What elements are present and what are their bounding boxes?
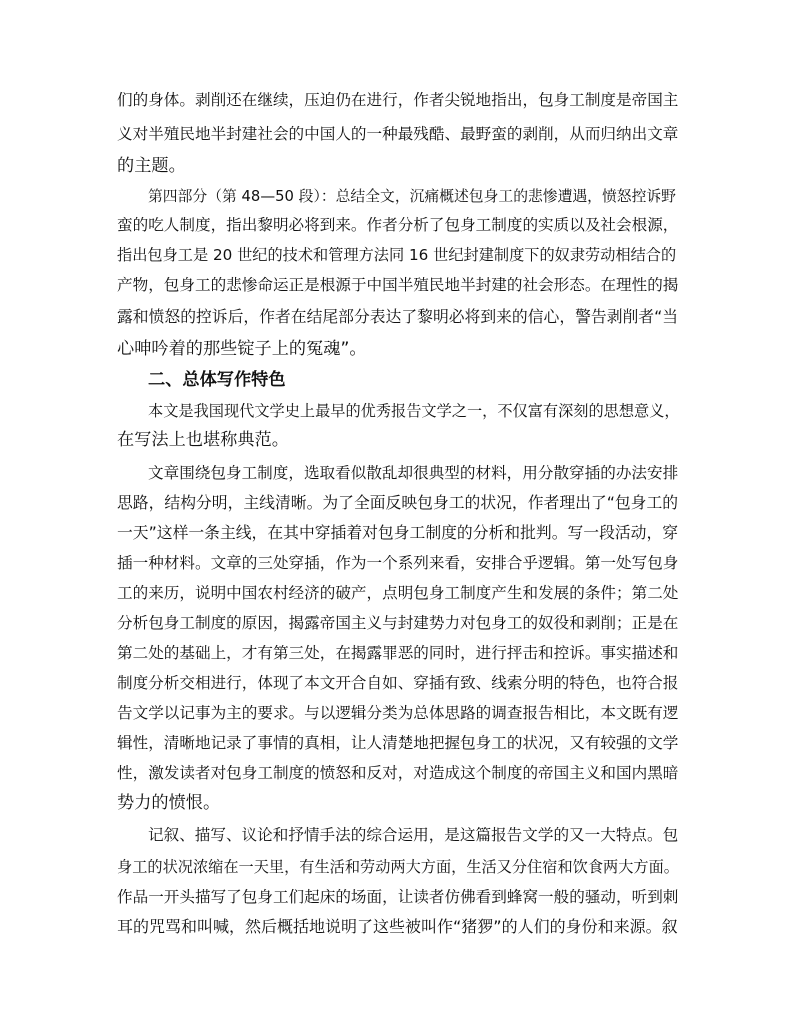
text-line: 第四部分（第 48—50 段）：总结全文，沉痛概述包身工的悲惨遭遇，愤怒控诉野	[148, 188, 676, 205]
text-line: 制度分析交相进行，体现了本文开合自如、穿插有致、线索分明的特色，也符合报	[117, 674, 679, 692]
section-heading: 二、总体写作特色	[148, 370, 286, 390]
text-line: 心呻吟着的那些锭子上的冤魂”。	[117, 339, 367, 359]
text-line: 产物，包身工的悲惨命运正是根源于中国半殖民地半封建的社会形态。在理性的揭	[117, 276, 679, 294]
text-line: 工的来历，说明中国农村经济的破产，点明包身工制度产生和发展的条件；第二处	[117, 584, 679, 602]
text-line: 一天”这样一条主线，在其中穿插着对包身工制度的分析和批判。写一段活动，穿	[117, 523, 679, 542]
text-line: 告文学以记事为主的要求。与以逻辑分类为总体思路的调查报告相比，本文既有逻	[117, 704, 679, 722]
text-line: 辑性，清晰地记录了事情的真相，让人清楚地把握包身工的状况，又有较强的文学	[117, 734, 679, 752]
text-line: 指出包身工是 20 世纪的技术和管理方法同 16 世纪封建制度下的奴隶劳动相结合的	[117, 246, 677, 264]
text-line: 露和愤怒的控诉后，作者在结尾部分表达了黎明必将到来的信心，警告剥削者“当	[117, 307, 679, 326]
text-line: 们的身体。剥削还在继续，压迫仍在进行，作者尖锐地指出，包身工制度是帝国主	[117, 91, 679, 109]
text-line: 性，激发读者对包身工制度的愤怒和反对，对造成这个制度的帝国主义和国内黑暗	[117, 764, 679, 782]
text-line: 势力的愤恨。	[117, 793, 221, 813]
text-line: 思路，结构分明，主线清晰。为了全面反映包身工的状况，作者理出了“包身工的	[117, 493, 679, 512]
text-line: 分析包身工制度的原因，揭露帝国主义与封建势力对包身工的奴役和剥削；正是在	[117, 614, 679, 632]
text-line: 义对半殖民地半封建社会的中国人的一种最残酷、最野蛮的剥削，从而归纳出文章	[117, 125, 679, 143]
text-line: 耳的咒骂和叫喊，然后概括地说明了这些被叫作“猪猡”的人们的身份和来源。叙	[117, 917, 678, 936]
text-line: 记叙、描写、议论和抒情手法的综合运用，是这篇报告文学的又一大特点。包	[148, 826, 679, 844]
text-line: 作品一开头描写了包身工们起床的场面，让读者仿佛看到蜂窝一般的骚动，听到刺	[117, 888, 679, 906]
text-line: 蛮的吃人制度，指出黎明必将到来。作者分析了包身工制度的实质以及社会根源，	[117, 216, 679, 234]
text-line: 插一种材料。文章的三处穿插，作为一个系列来看，安排合乎逻辑。第一处写包身	[117, 554, 679, 572]
text-line: 身工的状况浓缩在一天里，有生活和劳动两大方面，生活又分住宿和饮食两大方面。	[117, 858, 679, 876]
text-line: 在写法上也堪称典范。	[117, 430, 289, 450]
text-line: 文章围绕包身工制度，选取看似散乱却很典型的材料，用分散穿插的办法安排	[148, 464, 679, 482]
text-line: 本文是我国现代文学史上最早的优秀报告文学之一，不仅富有深刻的思想意义，	[148, 402, 680, 420]
text-line: 的主题。	[117, 156, 186, 176]
text-line: 第二处的基础上，才有第三处，在揭露罪恶的同时，进行抨击和控诉。事实描述和	[117, 644, 679, 662]
